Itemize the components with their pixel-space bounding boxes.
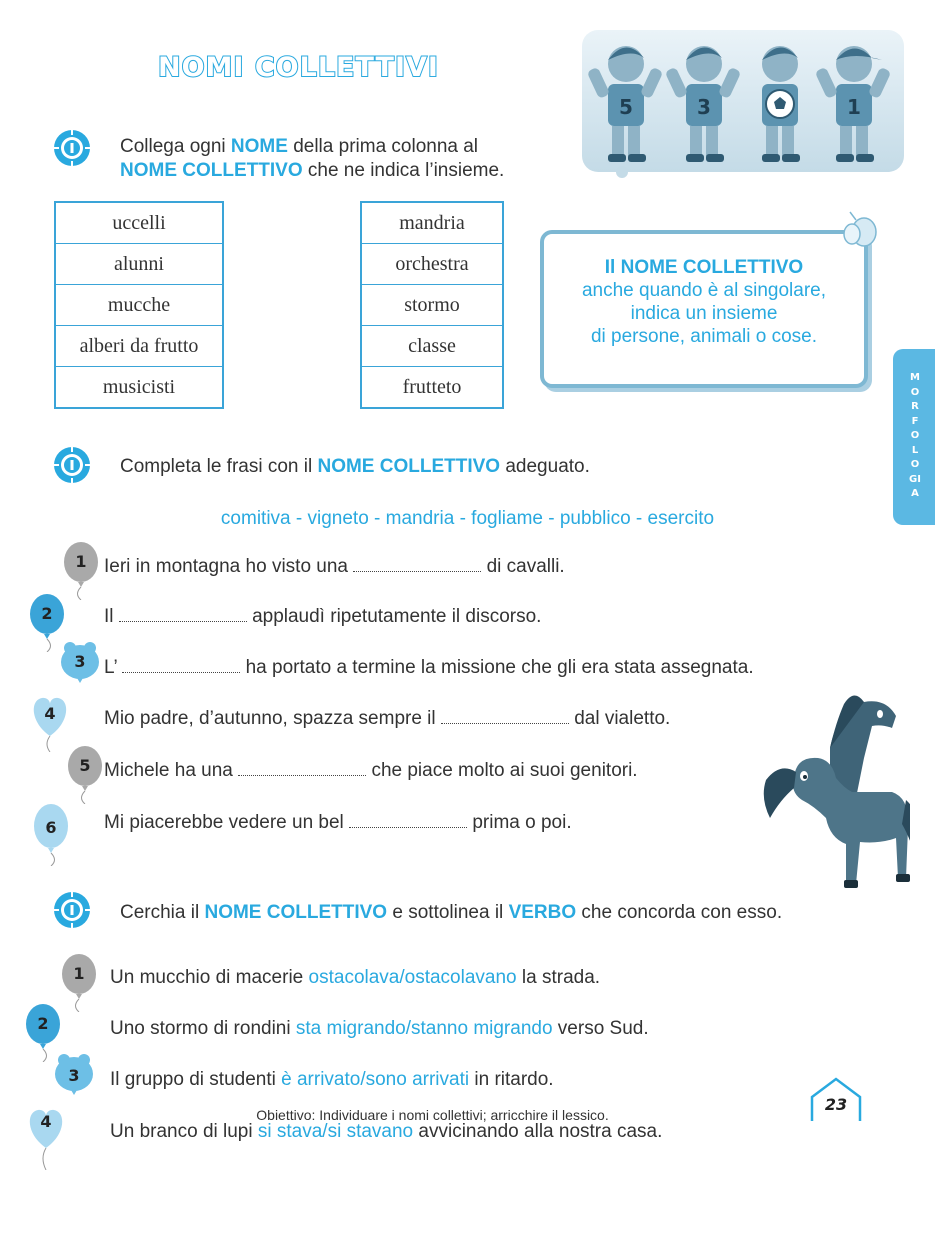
word-bank: comitiva - vigneto - mandria - fogliame - pubblico - esercito (220, 508, 715, 529)
blank-field[interactable] (122, 658, 240, 673)
table-cell[interactable]: musicisti (102, 376, 176, 398)
side-tab-label: MORFOLOGIA (909, 372, 921, 499)
page-title: NOMI COLLETTIVI (158, 52, 439, 83)
rule-text: anche quando è al singolare, (581, 280, 827, 301)
exercise2-instruction: Completa le frasi con il NOME COLLETTIVO adeguato. (120, 456, 590, 477)
balloon-number: 3 (52, 1048, 96, 1108)
exercise1-instruction: Collega ogni NOME della prima colonna al NOME COLLETTIVO che ne indica l’insieme. (120, 136, 505, 181)
children-illustration (582, 30, 904, 172)
balloon-number: 6 (30, 800, 72, 866)
jersey-number: 3 (697, 95, 711, 119)
table-cell[interactable]: frutteto (402, 376, 462, 398)
table-cell[interactable]: uccelli (56, 203, 222, 244)
jersey-number: 5 (619, 95, 633, 119)
balloon-number: 2 (26, 592, 68, 652)
fill-sentence: L’ ha portato a termine la missione che gli era stata assegnata. (104, 657, 754, 678)
fill-sentence: Il applaudì ripetutamente il discorso. (104, 606, 542, 627)
balloon-number: 3 (58, 636, 102, 696)
blank-field[interactable] (119, 607, 247, 622)
blank-field[interactable] (349, 813, 467, 828)
page-number-badge (806, 1075, 866, 1125)
horses-illustration (760, 688, 910, 902)
verb-options[interactable]: ostacolava/ostacolavano (308, 967, 517, 988)
balloon-number: 4 (24, 1104, 68, 1170)
fill-sentence: Mio padre, d’autunno, spazza sempre il dal vialetto. (104, 708, 671, 729)
exercise3-instruction: Cerchia il NOME COLLETTIVO e sottolinea il VERBO che concorda con esso. (120, 902, 783, 923)
fill-sentence: Mi piacerebbe vedere un bel prima o poi. (104, 812, 572, 833)
choice-sentence: Uno stormo di rondini sta migrando/stanno migrando verso Sud. (110, 1018, 649, 1039)
table-cell[interactable]: mandria (362, 203, 502, 244)
balloon-number: 5 (64, 744, 106, 804)
table-cell[interactable]: classe (362, 326, 502, 367)
table-cell[interactable]: orchestra (362, 244, 502, 285)
choice-sentence: Un branco di lupi si stava/si stavano avvicinando alla nostra casa. (110, 1121, 663, 1142)
verb-options[interactable]: sta migrando/stanno migrando (295, 1018, 553, 1039)
nouns-table (54, 201, 224, 409)
verb-options[interactable]: è arrivato/sono arrivati (281, 1069, 470, 1090)
blank-field[interactable] (441, 709, 569, 724)
butterfly-icon (836, 210, 880, 254)
balloon-number: 1 (58, 952, 100, 1012)
fill-sentence: Michele ha una che piace molto ai suoi genitori. (104, 760, 638, 781)
table-cell[interactable]: mucche (56, 285, 222, 326)
side-tab-morfologia[interactable] (893, 349, 935, 525)
table-cell[interactable]: stormo (362, 285, 502, 326)
rule-title: Il NOME COLLETTIVO (604, 257, 804, 278)
balloon-number: 1 (60, 540, 102, 600)
page-number: 23 (824, 1095, 848, 1114)
verb-options[interactable]: si stava/si stavano (257, 1121, 414, 1142)
rule-text: di persone, animali o cose. (590, 326, 817, 347)
blank-field[interactable] (353, 557, 481, 572)
rule-box (540, 230, 868, 388)
exercise-icon (52, 445, 92, 485)
rule-text: indica un insieme (630, 303, 778, 324)
objective-text: Obiettivo: Individuare i nomi collettivi; arricchire il lessico. (256, 1107, 609, 1123)
balloon-number: 2 (22, 1002, 64, 1062)
balloon-number: 4 (28, 692, 72, 752)
jersey-number: 1 (847, 95, 861, 119)
blank-field[interactable] (238, 761, 366, 776)
exercise-icon (52, 890, 92, 930)
collective-nouns-table (360, 201, 504, 409)
exercise-icon (52, 128, 92, 168)
choice-sentence: Il gruppo di studenti è arrivato/sono arrivati in ritardo. (110, 1069, 554, 1090)
table-cell[interactable]: alberi da frutto (56, 326, 222, 367)
table-cell[interactable]: alunni (56, 244, 222, 285)
choice-sentence: Un mucchio di macerie ostacolava/ostacolavano la strada. (110, 967, 601, 988)
fill-sentence: Ieri in montagna ho visto una di cavalli. (104, 556, 565, 577)
